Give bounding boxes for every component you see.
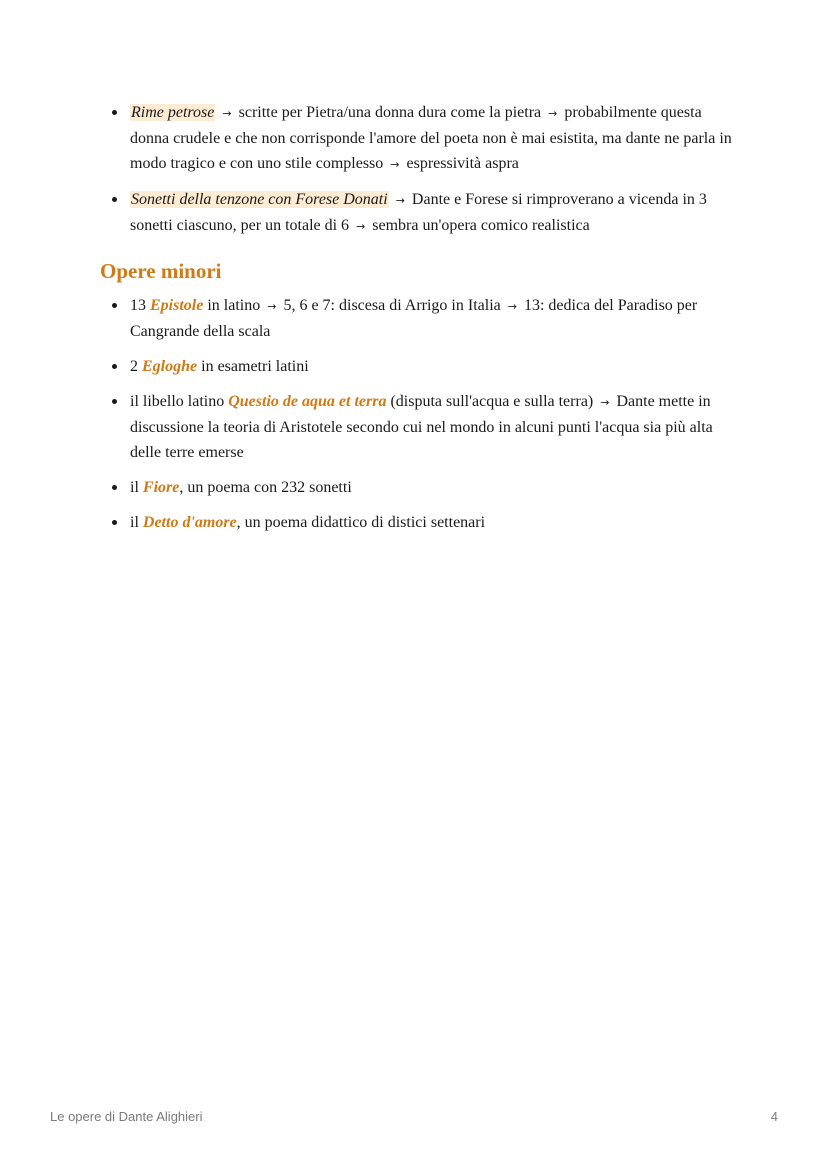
sonetti-text-2: sembra un'opera comico realistica — [372, 217, 590, 234]
arrow-icon: → — [548, 107, 558, 120]
sonetti-term: Sonetti della tenzone con Forese Donati — [131, 191, 388, 208]
list-item-egloghe — [100, 354, 740, 379]
section-heading-opere-minori: Opere minori — [100, 259, 222, 283]
detto-text: , un poema didattico di distici settenari — [236, 514, 486, 531]
arrow-icon: → — [390, 158, 400, 171]
list-item-fiore — [100, 475, 740, 500]
sonetti-text-1: Dante e Forese si rimproverano a vicenda in 3 sonetti ciascuno, per un totale di 6 — [130, 191, 707, 234]
epistole-text-3: 13: dedica del Paradiso per Cangrande della scala — [130, 297, 698, 340]
list-item-sonetti — [100, 187, 740, 239]
detto-term: Detto d'amore — [142, 514, 237, 531]
page-content — [100, 100, 740, 545]
detto-pre: il — [130, 514, 139, 531]
list-item-questio — [100, 389, 740, 465]
egloghe-count: 2 — [130, 358, 138, 375]
footer-page-number: 4 — [770, 1109, 778, 1124]
epistole-text-2: 5, 6 e 7: discesa di Arrigo in Italia — [283, 297, 501, 314]
epistole-term: Epistole — [150, 297, 204, 314]
arrow-icon: → — [222, 107, 232, 120]
questio-pre: il libello latino — [130, 393, 225, 410]
list-item-detto — [100, 510, 740, 535]
list-item-rime-petrose — [100, 100, 740, 177]
footer-document-title: Le opere di Dante Alighieri — [50, 1109, 203, 1124]
questio-text-1: (disputa sull'acqua e sulla terra) — [390, 393, 594, 410]
arrow-icon: → — [395, 194, 405, 207]
egloghe-term: Egloghe — [142, 358, 198, 375]
epistole-count: 13 — [130, 297, 146, 314]
rime-list — [100, 100, 740, 239]
epistole-text-1: in latino — [207, 297, 261, 314]
list-item-epistole — [100, 293, 740, 344]
questio-term: Questio de aqua et terra — [228, 393, 387, 410]
rime-petrose-term: Rime petrose — [131, 104, 215, 121]
questio-text-2: Dante mette in discussione la teoria di Aristotele secondo cui nel mondo in alcuni punti l'acqua sia più alta delle terre emerse — [130, 393, 713, 461]
arrow-icon: → — [600, 396, 610, 409]
rime-text-2: probabilmente questa donna crudele e che non corrisponde l'amore del poeta non è mai esistita, ma dante ne parla in modo tragico e con uno stile complesso — [130, 104, 732, 172]
rime-text-1: scritte per Pietra/una donna dura come la pietra — [238, 104, 542, 121]
fiore-term: Fiore — [142, 479, 180, 496]
fiore-pre: il — [130, 479, 139, 496]
fiore-text: , un poema con 232 sonetti — [179, 479, 352, 496]
egloghe-text: in esametri latini — [201, 358, 309, 375]
arrow-icon: → — [267, 300, 277, 313]
opere-minori-list — [100, 293, 740, 535]
rime-text-3: espressività aspra — [406, 155, 519, 172]
arrow-icon: → — [356, 220, 366, 233]
arrow-icon: → — [507, 300, 517, 313]
